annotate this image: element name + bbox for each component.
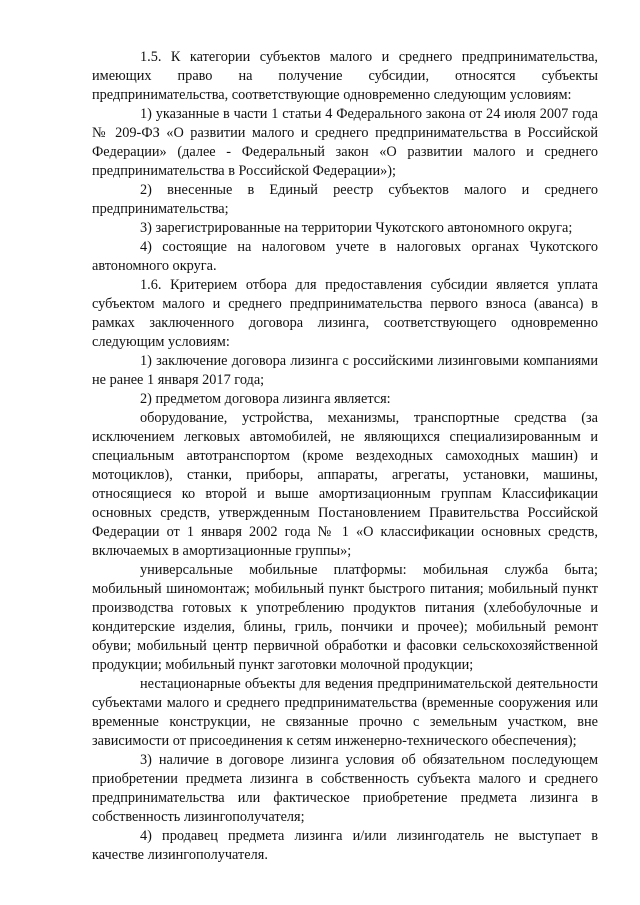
paragraph-1-6-item-4: 4) продавец предмета лизинга и/или лизингодатель не выступает в качестве лизингополучателя. (92, 828, 598, 863)
paragraph-1-6-item-1: 1) заключение договора лизинга с российскими лизинговыми компаниями не ранее 1 января 2017 года; (92, 353, 598, 388)
paragraph-mobile-platforms: универсальные мобильные платформы: мобильная служба быта; мобильный шиномонтаж; мобильный пункт быстрого питания; мобильный пункт производства готовых к употреблению продуктов питания (хлебобулочные и кондитерские изделия, блины, гриль, пончики и прочее); мобильный ремонт обуви; мобильный центр первичной обработки и фасовки сельскохозяйственной продукции; мобильный пункт заготовки молочной продукции; (92, 562, 598, 673)
paragraph-equipment: оборудование, устройства, механизмы, транспортные средства (за исключением легковых автомобилей, не являющихся специализированным и специальным автотранспортом (кроме вездеходных самоходных машин) и мотоциклов), станки, приборы, аппараты, агрегаты, установки, машины, относящиеся ко второй и выше амортизационным группам Классификации основных средств, утвержденным Постановлением Правительства Российской Федерации от 1 января 2002 года № 1 «О классификации основных средств, включаемых в амортизационные группы»; (92, 410, 598, 559)
paragraph-1-5-item-1: 1) указанные в части 1 статьи 4 Федерального закона от 24 июля 2007 года № 209-ФЗ «О развитии малого и среднего предпринимательства в Российской Федерации» (далее - Федеральный закон «О развитии малого и среднего предпринимательства в Российской Федерации»); (92, 106, 598, 179)
paragraph-1-5-item-3: 3) зарегистрированные на территории Чукотского автономного округа; (140, 220, 573, 236)
paragraph-1-6-item-2: 2) предметом договора лизинга является: (140, 391, 391, 407)
paragraph-1-5-item-2: 2) внесенные в Единый реестр субъектов малого и среднего предпринимательства; (92, 182, 598, 217)
paragraph-1-6: 1.6. Критерием отбора для предоставления субсидии является уплата субъектом малого и среднего предпринимательства первого взноса (аванса) в рамках заключенного договора лизинга, соответствующего одновременно следующим условиям: (92, 277, 598, 350)
paragraph-1-6-item-3: 3) наличие в договоре лизинга условия об обязательном последующем приобретении предмета лизинга в собственность субъекта малого и среднего предпринимательства или фактическое приобретение предмета лизинга в собственность лизингополучателя; (92, 752, 598, 825)
paragraph-1-5-item-4: 4) состоящие на налоговом учете в налоговых органах Чукотского автономного округа. (92, 239, 598, 274)
paragraph-non-stationary-objects: нестационарные объекты для ведения предпринимательской деятельности субъектами малого и среднего предпринимательства (временные сооружения или временные конструкции, не связанные прочно с земельным участком, вне зависимости от присоединения к сетям инженерно-технического обеспечения); (92, 676, 598, 749)
paragraph-1-5: 1.5. К категории субъектов малого и среднего предпринимательства, имеющих право на получение субсидии, относятся субъекты предпринимательства, соответствующие одновременно следующим условиям: (92, 49, 598, 103)
